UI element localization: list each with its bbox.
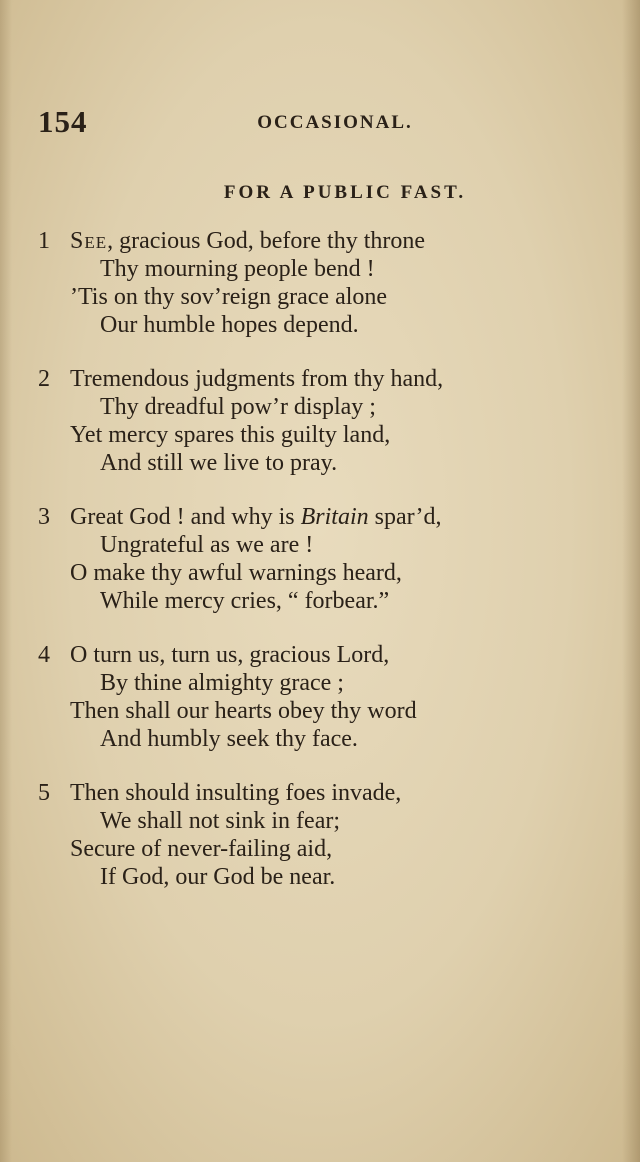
verse-number: 4: [38, 642, 50, 668]
hymn-verses: [38, 227, 618, 917]
verse-line: ’Tis on thy sov’reign grace alone: [70, 284, 388, 310]
verse-line: O turn us, turn us, gracious Lord,: [70, 642, 390, 668]
verse-line: And humbly seek thy face.: [100, 726, 358, 752]
verse-line: And still we live to pray.: [100, 450, 338, 476]
verse-line: Thy dreadful pow’r display ;: [100, 394, 376, 420]
verse-line: We shall not sink in fear;: [100, 808, 341, 834]
verse-1: [38, 227, 618, 339]
verse-line: Thy mourning people bend !: [100, 256, 375, 282]
verse-number: 1: [38, 228, 50, 254]
verse-line: If God, our God be near.: [100, 864, 336, 890]
verse-line: Tremendous judgments from thy hand,: [70, 366, 444, 392]
verse-line: O make thy awful warnings heard,: [70, 560, 402, 586]
verse-line: By thine almighty grace ;: [100, 670, 344, 696]
verse-4: [38, 641, 618, 753]
hymn-title: FOR A PUBLIC FAST.: [223, 182, 467, 203]
verse-line-rest: , gracious God, before thy throne: [107, 228, 426, 254]
verse-line: Secure of never-failing aid,: [70, 836, 333, 862]
verse-line: Then should insulting foes invade,: [70, 780, 402, 806]
page-edge-shadow-right: [622, 0, 640, 1162]
page-number: 154: [38, 104, 88, 139]
verse-line: Our humble hopes depend.: [100, 312, 359, 338]
verse-number: 5: [38, 780, 50, 806]
verse-number: 3: [38, 504, 50, 530]
italic-name-britain: Britain: [300, 504, 369, 530]
verse-line: Then shall our hearts obey thy word: [70, 698, 417, 724]
verse-2: [38, 365, 618, 477]
verse-line: Yet mercy spares this guilty land,: [70, 422, 391, 448]
verse-line-part: spar’d,: [368, 504, 442, 530]
verse-5: [38, 779, 618, 891]
verse-line-part: Great God ! and why is: [70, 504, 301, 530]
verse-line: Ungrateful as we are !: [100, 532, 314, 558]
verse-number: 2: [38, 366, 50, 392]
running-head: OCCASIONAL.: [257, 112, 413, 133]
verse-first-word: See: [70, 228, 108, 254]
page-edge-shadow-left: [0, 0, 12, 1162]
verse-3: [38, 503, 618, 615]
verse-line: While mercy cries, “ forbear.”: [100, 588, 390, 614]
verse-line: [38, 503, 618, 531]
verse-line: [38, 227, 618, 255]
